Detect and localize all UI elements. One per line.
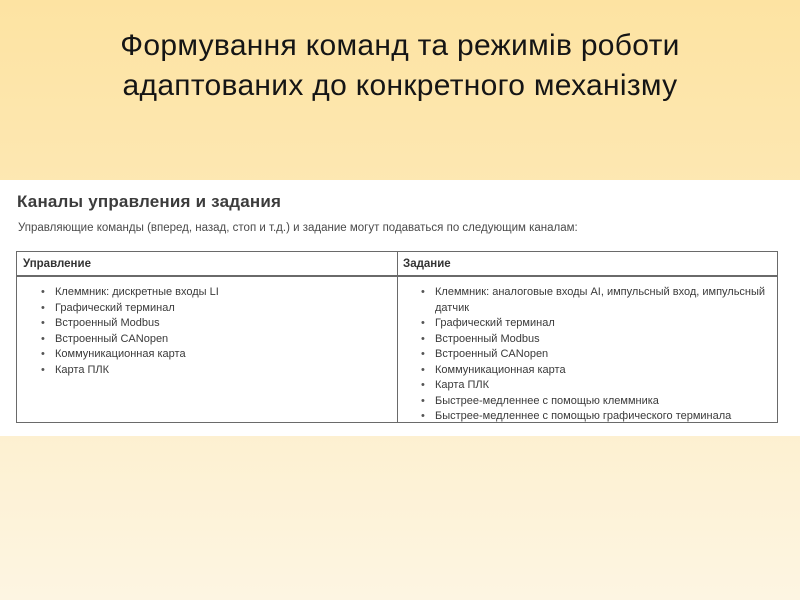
list-item: • Встроенный Modbus bbox=[41, 316, 391, 332]
list-item: • Коммуникационная карта bbox=[41, 347, 391, 363]
list-item: • Карта ПЛК bbox=[41, 363, 391, 379]
column-header-control: Управление bbox=[23, 258, 91, 270]
slide-title-line-1: Формування команд та режимів роботи bbox=[120, 29, 680, 62]
column-divider bbox=[397, 252, 398, 422]
doc-heading: Каналы управления и задания bbox=[17, 192, 282, 211]
setpoint-channels-list bbox=[421, 285, 776, 425]
list-item: • Быстрее-медленнее с помощью графического терминала bbox=[421, 409, 776, 425]
list-item: • Встроенный CANopen bbox=[41, 332, 391, 348]
doc-intro-text: Управляющие команды (вперед, назад, стоп и т.д.) и задание могут подаваться по следующим каналам: bbox=[18, 222, 578, 234]
list-item: • Быстрее-медленнее с помощью клеммника bbox=[421, 394, 776, 410]
list-item: • Встроенный Modbus bbox=[421, 332, 776, 348]
column-header-setpoint: Задание bbox=[403, 258, 451, 270]
list-item: • Клеммник: аналоговые входы AI, импульсный вход, импульсный датчик bbox=[421, 285, 776, 316]
list-item: • Графический терминал bbox=[41, 301, 391, 317]
list-item: • Графический терминал bbox=[421, 316, 776, 332]
list-item: • Коммуникационная карта bbox=[421, 363, 776, 379]
list-item: • Встроенный CANopen bbox=[421, 347, 776, 363]
list-item: • Клеммник: дискретные входы LI bbox=[41, 285, 391, 301]
slide-title-line-2: адаптованих до конкретного механізму bbox=[122, 69, 678, 102]
document-excerpt bbox=[0, 180, 800, 436]
slide-title bbox=[40, 26, 760, 106]
list-item: • Карта ПЛК bbox=[421, 378, 776, 394]
channels-table bbox=[16, 251, 778, 423]
control-channels-list bbox=[41, 285, 391, 378]
